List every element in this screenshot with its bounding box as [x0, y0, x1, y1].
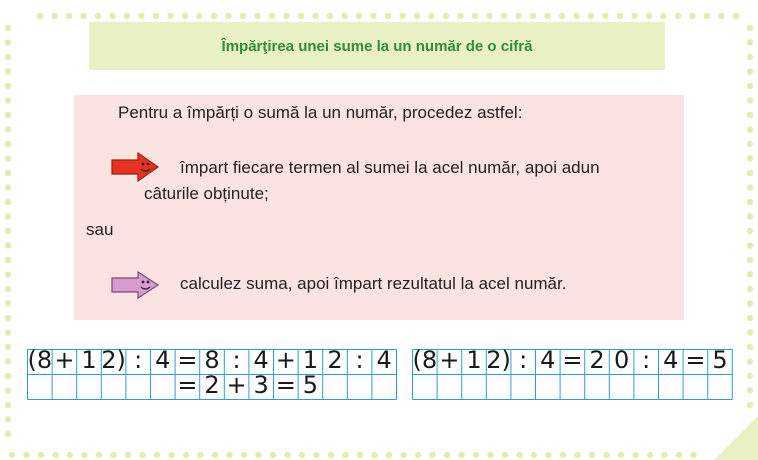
left-grid-cell-text: 1	[81, 349, 97, 374]
method-two-text: calculez suma, apoi împart rezultatul la acel număr.	[180, 274, 567, 293]
frame-dot	[747, 329, 753, 335]
frame-dot	[298, 13, 304, 19]
frame-dot	[647, 452, 653, 458]
frame-dot	[371, 452, 377, 458]
frame-dot	[182, 13, 188, 19]
frame-dot	[139, 452, 145, 458]
frame-dot	[646, 13, 652, 19]
frame-dot	[153, 13, 159, 19]
title-banner	[89, 22, 665, 70]
frame-dot	[23, 452, 29, 458]
frame-dot	[284, 452, 290, 458]
frame-dot	[80, 13, 86, 19]
frame-dot	[675, 13, 681, 19]
left-grid-cell-text: +	[275, 349, 296, 374]
frame-dot	[574, 452, 580, 458]
frame-dot	[618, 452, 624, 458]
left-grid-cell-text: 8	[204, 349, 220, 374]
frame-dot	[5, 54, 11, 60]
frame-dot	[559, 13, 565, 19]
frame-dot	[5, 68, 11, 74]
frame-dot	[226, 452, 232, 458]
frame-dot	[399, 13, 405, 19]
frame-dot	[530, 13, 536, 19]
frame-dot	[254, 13, 260, 19]
frame-dot	[733, 13, 739, 19]
left-grid-cell-text: 2	[327, 349, 343, 374]
frame-dot	[5, 431, 11, 437]
left-grid-cell-text: 5	[302, 371, 319, 399]
frame-dot	[5, 213, 11, 219]
frame-dot	[661, 452, 667, 458]
frame-dot	[747, 358, 753, 364]
frame-dot	[356, 13, 362, 19]
frame-dot	[270, 452, 276, 458]
frame-dot	[501, 13, 507, 19]
frame-dot	[5, 344, 11, 350]
frame-dot	[589, 452, 595, 458]
frame-dot	[747, 155, 753, 161]
frame-dot	[747, 257, 753, 263]
frame-dot	[631, 13, 637, 19]
frame-dot	[183, 452, 189, 458]
right-calculation-grid	[412, 349, 734, 430]
frame-dot	[299, 452, 305, 458]
left-grid-cell-text: 1	[302, 349, 319, 374]
red-arrow-icon	[110, 151, 160, 183]
frame-dot	[444, 452, 450, 458]
frame-dot	[516, 452, 522, 458]
right-grid-cell-text: 5	[712, 349, 728, 374]
frame-dot	[5, 170, 11, 176]
frame-dot	[747, 39, 753, 45]
frame-dot	[573, 13, 579, 19]
frame-dot	[747, 315, 753, 321]
left-grid-cell-text: +	[226, 371, 247, 399]
frame-dot	[5, 199, 11, 205]
frame-dot	[689, 13, 695, 19]
method-one-line2: câturile obținute;	[144, 184, 269, 203]
frame-dot	[95, 13, 101, 19]
right-grid-cell-text: :	[519, 349, 528, 374]
right-grid-cell-text: 1	[466, 349, 482, 374]
frame-dot	[154, 452, 160, 458]
frame-dot	[457, 13, 463, 19]
frame-dot	[400, 452, 406, 458]
frame-dot	[487, 452, 493, 458]
frame-dot	[5, 387, 11, 393]
frame-dot	[747, 54, 753, 60]
left-grid-cell-text: (8	[27, 349, 53, 374]
frame-dot	[51, 13, 57, 19]
frame-dot	[241, 452, 247, 458]
frame-dot	[81, 452, 87, 458]
frame-dot	[5, 315, 11, 321]
frame-dot	[747, 170, 753, 176]
left-grid-cell-text: 3	[253, 371, 269, 399]
frame-dot	[138, 13, 144, 19]
frame-dot	[660, 13, 666, 19]
frame-dot	[443, 13, 449, 19]
right-grid-cell-text: 0	[613, 349, 630, 374]
frame-dot	[5, 257, 11, 263]
frame-dot	[312, 13, 318, 19]
frame-dot	[5, 112, 11, 118]
left-grid-cell-text: +	[54, 349, 75, 374]
rule-box	[74, 95, 684, 320]
frame-dot	[747, 300, 753, 306]
frame-dot	[5, 141, 11, 147]
frame-dot	[747, 141, 753, 147]
page-title: Împărţirea unei sume la un număr de o cifră	[221, 37, 533, 55]
left-grid-cell-text: 2)	[101, 349, 126, 374]
method-one-line1: împart fiecare termen al sumei la acel număr, apoi adun	[180, 158, 600, 177]
frame-dot	[603, 452, 609, 458]
frame-dot	[5, 402, 11, 408]
frame-dot	[515, 13, 521, 19]
frame-dot	[458, 452, 464, 458]
frame-dot	[632, 452, 638, 458]
frame-dot	[704, 13, 710, 19]
left-grid-cell-text: 4	[376, 349, 392, 374]
frame-dot	[747, 213, 753, 219]
right-grid-cell-text: (8	[412, 349, 438, 374]
frame-dot	[370, 13, 376, 19]
frame-dot	[415, 452, 421, 458]
frame-dot	[357, 452, 363, 458]
frame-dot	[486, 13, 492, 19]
frame-dot	[5, 184, 11, 190]
right-grid-cell-text: :	[642, 349, 651, 374]
frame-dot	[5, 373, 11, 379]
right-grid-cell-text: +	[439, 349, 460, 374]
frame-dot	[52, 452, 58, 458]
frame-dot	[502, 452, 508, 458]
left-grid-cell-text: :	[232, 349, 241, 374]
frame-dot	[197, 452, 203, 458]
frame-dot	[472, 13, 478, 19]
right-grid-svg	[412, 349, 734, 425]
frame-dot	[37, 13, 43, 19]
frame-dot	[341, 13, 347, 19]
frame-dot	[531, 452, 537, 458]
frame-dot	[9, 452, 15, 458]
frame-dot	[67, 452, 73, 458]
frame-dot	[5, 155, 11, 161]
right-grid-cell-text: =	[685, 349, 706, 374]
frame-dot	[327, 13, 333, 19]
frame-dot	[211, 13, 217, 19]
frame-dot	[473, 452, 479, 458]
frame-dot	[5, 39, 11, 45]
frame-dot	[5, 300, 11, 306]
frame-dot	[5, 329, 11, 335]
frame-dot	[747, 25, 753, 31]
frame-dot	[5, 286, 11, 292]
frame-dot	[545, 452, 551, 458]
left-grid-cell-text: :	[134, 349, 143, 374]
frame-dot	[386, 452, 392, 458]
frame-dot	[414, 13, 420, 19]
frame-dot	[255, 452, 261, 458]
page-corner	[714, 416, 758, 460]
left-grid-cell-text: =	[177, 349, 198, 374]
frame-dot	[718, 13, 724, 19]
frame-dot	[283, 13, 289, 19]
right-grid-cell-text: 2	[589, 349, 605, 374]
frame-dot	[428, 13, 434, 19]
left-grid-cell-text: 4	[155, 349, 171, 374]
frame-dot	[124, 13, 130, 19]
frame-dot	[676, 452, 682, 458]
frame-dot	[225, 13, 231, 19]
frame-dot	[747, 199, 753, 205]
left-grid-cell-text: 4	[253, 349, 269, 374]
frame-dot	[747, 126, 753, 132]
left-grid-cell-text: =	[275, 371, 296, 399]
frame-dot	[747, 242, 753, 248]
frame-dot	[5, 83, 11, 89]
frame-dot	[588, 13, 594, 19]
frame-dot	[747, 228, 753, 234]
frame-dot	[5, 126, 11, 132]
frame-dot	[747, 344, 753, 350]
frame-dot	[342, 452, 348, 458]
intro-text: Pentru a împărți o sumă la un număr, procedez astfel:	[118, 103, 523, 122]
frame-dot	[96, 452, 102, 458]
right-grid-cell-text: 2)	[486, 349, 511, 374]
frame-dot	[66, 13, 72, 19]
frame-dot	[167, 13, 173, 19]
left-grid-svg	[27, 349, 398, 425]
frame-dot	[602, 13, 608, 19]
pink-arrow-icon	[110, 270, 160, 300]
frame-dot	[747, 286, 753, 292]
frame-dot	[5, 271, 11, 277]
left-grid-cell-text: =	[177, 371, 198, 399]
frame-dot	[747, 271, 753, 277]
frame-dot	[747, 184, 753, 190]
frame-dot	[747, 402, 753, 408]
left-calculation-grid	[27, 349, 398, 430]
frame-dot	[269, 13, 275, 19]
frame-dot	[5, 228, 11, 234]
frame-dot	[110, 452, 116, 458]
frame-dot	[168, 452, 174, 458]
right-grid-cell-text: 4	[540, 349, 556, 374]
frame-dot	[690, 452, 696, 458]
frame-dot	[747, 373, 753, 379]
frame-dot	[313, 452, 319, 458]
frame-dot	[747, 387, 753, 393]
frame-dot	[125, 452, 131, 458]
frame-dot	[747, 68, 753, 74]
frame-dot	[747, 83, 753, 89]
frame-dot	[429, 452, 435, 458]
right-grid-cell-text: 4	[663, 349, 679, 374]
frame-dot	[212, 452, 218, 458]
frame-dot	[5, 25, 11, 31]
frame-dot	[5, 416, 11, 422]
frame-dot	[240, 13, 246, 19]
frame-dot	[38, 452, 44, 458]
frame-dot	[560, 452, 566, 458]
right-grid-cell-text: =	[562, 349, 583, 374]
left-grid-cell-text: 2	[204, 371, 220, 399]
frame-dot	[617, 13, 623, 19]
frame-dot	[196, 13, 202, 19]
frame-dot	[5, 242, 11, 248]
frame-dot	[747, 97, 753, 103]
frame-dot	[5, 97, 11, 103]
separator-text: sau	[86, 220, 114, 239]
frame-dot	[109, 13, 115, 19]
frame-dot	[747, 112, 753, 118]
frame-dot	[544, 13, 550, 19]
frame-dot	[385, 13, 391, 19]
left-grid-cell-text: :	[355, 349, 364, 374]
frame-dot	[5, 358, 11, 364]
frame-dot	[328, 452, 334, 458]
